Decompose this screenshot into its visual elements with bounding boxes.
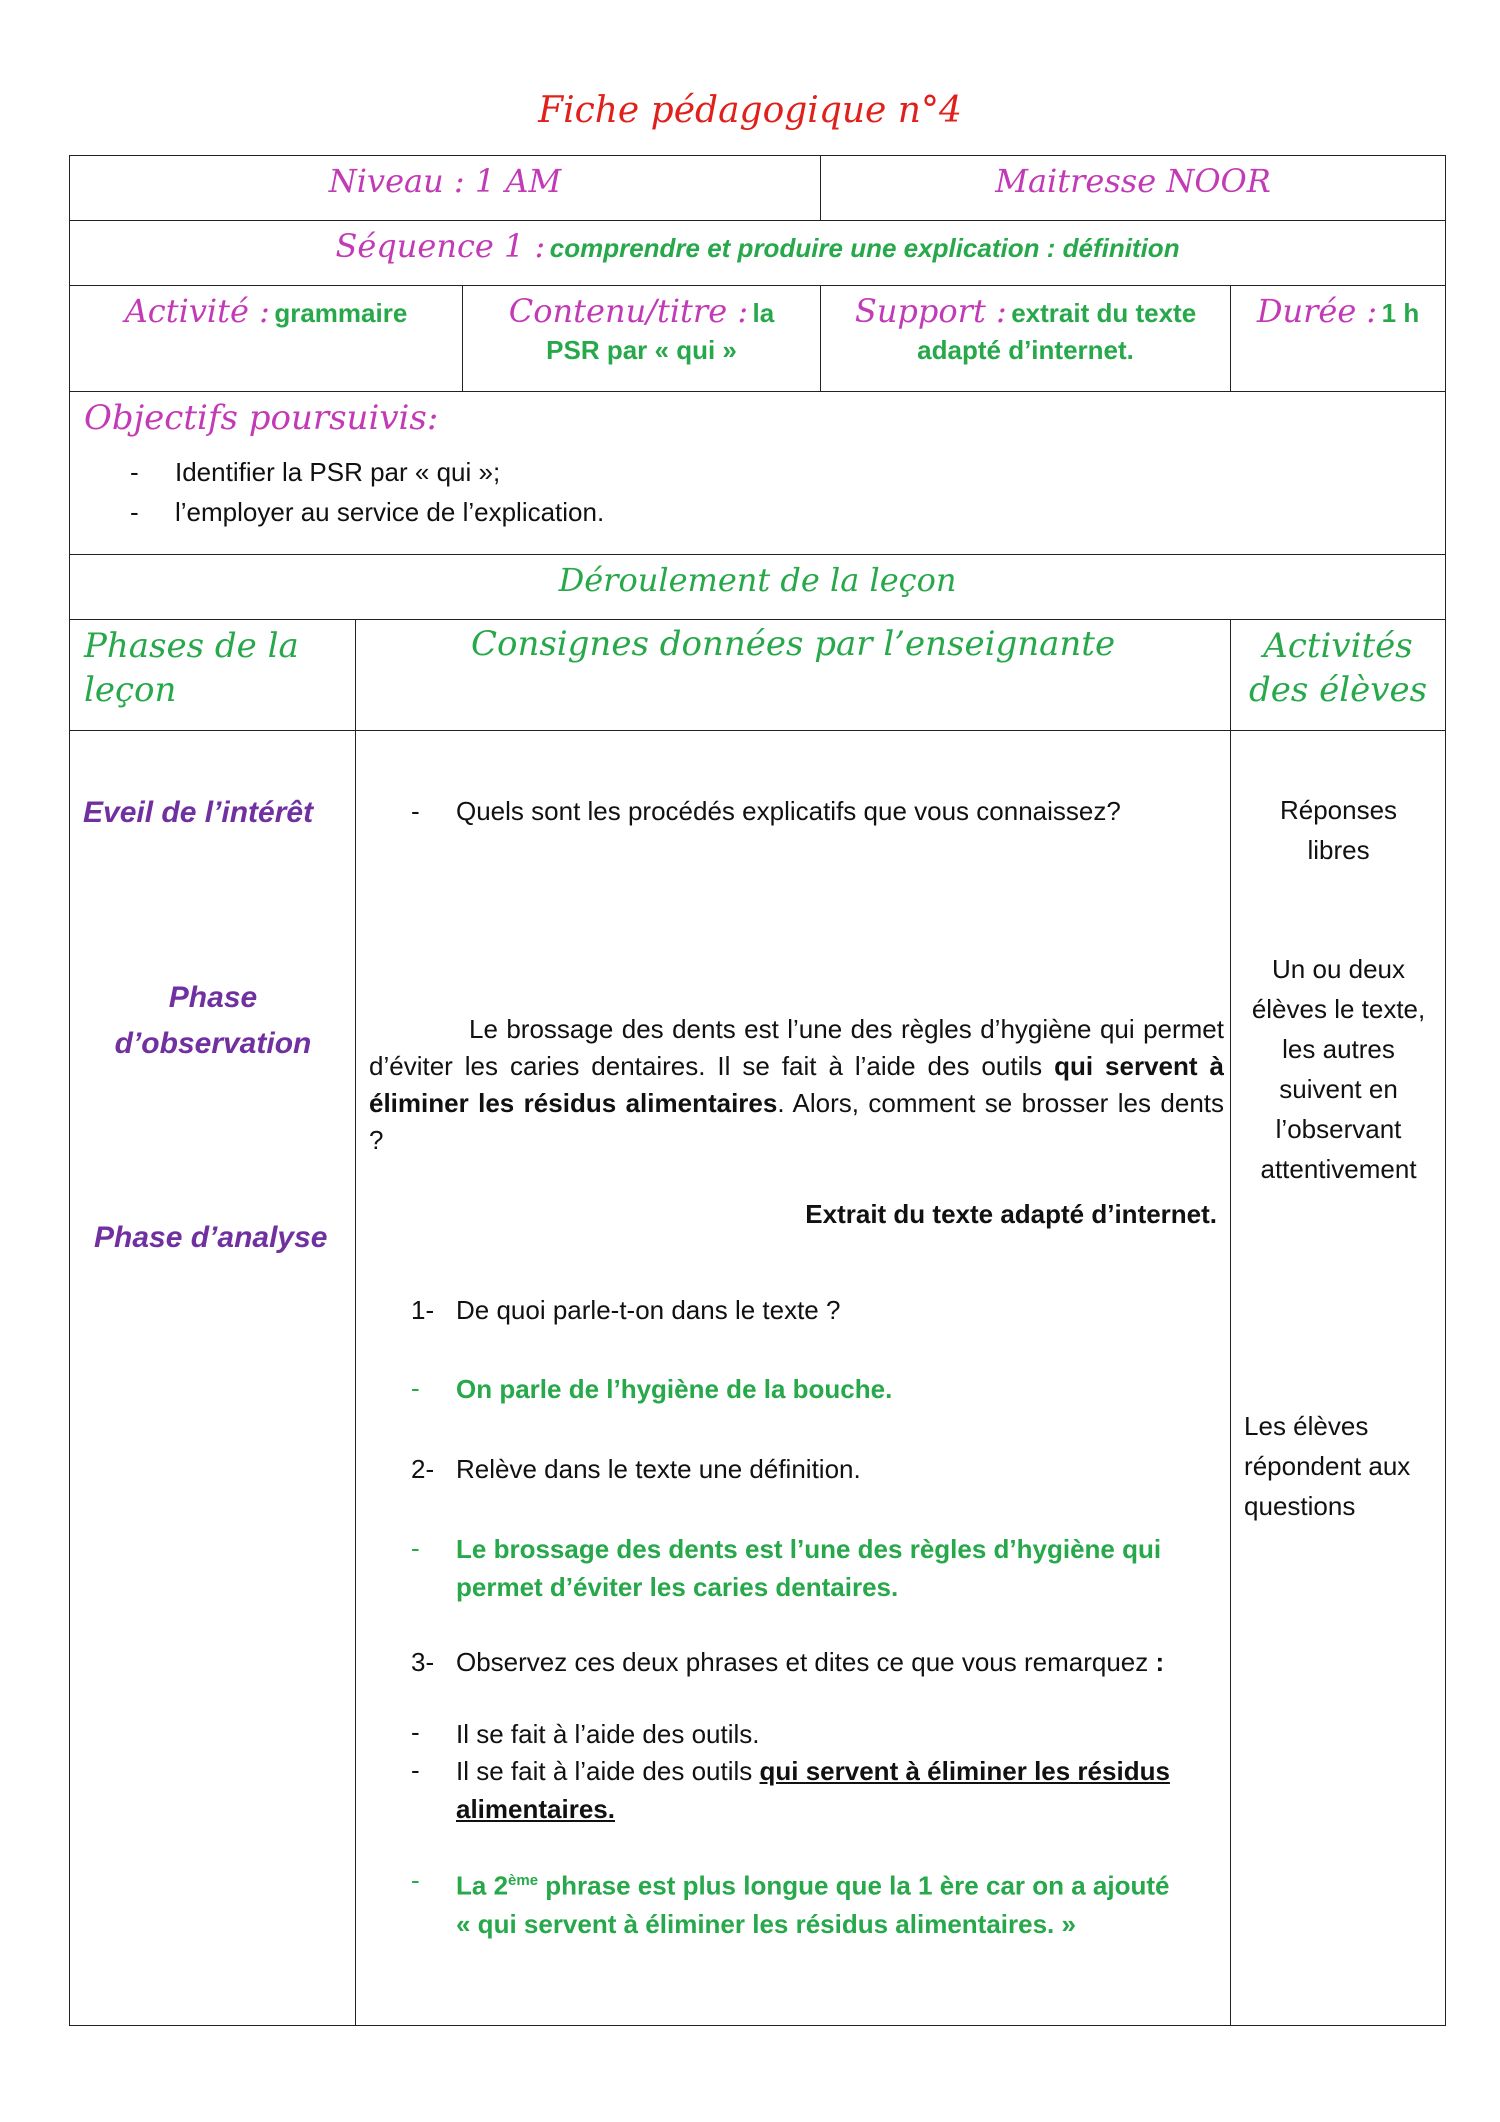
sentence-1: Il se fait à l’aide des outils. — [456, 1719, 760, 1749]
niveau-label: Niveau : — [328, 162, 465, 200]
support-value-2: adapté d’internet. — [917, 335, 1134, 365]
phase-observation: Phase d’observation — [114, 981, 312, 1060]
consignes-header: Consignes données par l’enseignante — [470, 624, 1116, 664]
row-niveau — [70, 156, 1446, 221]
question-3: Observez ces deux phrases et dites ce que vous remarquez : — [456, 1647, 1165, 1677]
activite-analyse: Les élèves répondent aux questions — [1244, 1411, 1411, 1521]
activite-value: grammaire — [274, 298, 408, 328]
answer-2: Le brossage des dents est l’une des règles d’hygiène qui permet d’éviter les caries dentaires. — [456, 1534, 1162, 1602]
objectif-item: - l’employer au service de l’explication. — [70, 492, 1445, 532]
question-1-number: 1- — [411, 1295, 435, 1325]
support-text: Le brossage des dents est l’une des règles d’hygiène qui permet d’éviter les caries dentaires. Il se fait à l’aide des outils qui servent à éliminer les résidus alimentaires. Alors, comment se brosser les dents ? — [369, 1014, 1224, 1155]
consignes-body-cell: - Quels sont les procédés explicatifs que vous connaissez? Le brossage des dents est l’une des règles d’hygiène qui permet d’éviter les caries dentaires. Il se fait à l’aide des outils qui servent à éliminer les résidus alimentaires. Alors, comment se brosser les dents ? Extrait du texte adapté d’internet. 1- De quoi parle-t-on dans le texte ? - On parle de l’hygiène de la bouche. 2- Relève dans le texte une définition. - Le brossage des dents est l’une des règles d’hygiène qui permet d’éviter les caries dentaires. 3- Observez ces deux phrases et dites ce que vous remarquez : - Il se fait à l’aide des outils. - Il se fait à l’aide des outils qui servent à éliminer les résidus alimentaires. - La 2ème phrase est plus longue que la 1 ère car on a ajouté « qui servent à éliminer les résidus alimentaires. » — [356, 731, 1231, 2026]
activite-label: Activité : — [124, 292, 270, 330]
contenu-cell — [463, 286, 821, 392]
maitresse-name: Maitresse NOOR — [995, 162, 1271, 200]
row-deroulement — [70, 555, 1446, 620]
deroulement-cell — [70, 555, 1446, 620]
phases-header-line2: leçon — [84, 670, 177, 710]
support-source: Extrait du texte adapté d’internet. — [805, 1199, 1218, 1229]
consignes-header-cell — [356, 620, 1231, 731]
question-2: Relève dans le texte une définition. — [456, 1454, 861, 1484]
phases-header-cell — [70, 620, 356, 731]
niveau-cell — [70, 156, 821, 221]
sequence-label: Séquence 1 : — [335, 227, 546, 265]
duree-label: Durée : — [1256, 292, 1378, 330]
activites-body-cell — [1231, 731, 1446, 2026]
row-lesson-body — [70, 731, 1446, 2026]
question-3-number: 3- — [411, 1647, 435, 1677]
contenu-value-2: PSR par « qui » — [546, 335, 737, 365]
answer-1: On parle de l’hygiène de la bouche. — [456, 1374, 893, 1404]
activite-observation: Un ou deux élèves le texte, les autres suivent en l’observant attentivement — [1251, 954, 1426, 1184]
objectifs-title: Objectifs poursuivis: — [84, 398, 439, 438]
support-value-1: extrait du texte — [1011, 298, 1197, 328]
sentence-2: Il se fait à l’aide des outils qui servent à éliminer les résidus alimentaires. — [456, 1756, 1170, 1824]
contenu-value-1: la — [752, 298, 775, 328]
support-label: Support : — [854, 292, 1007, 330]
question-1: De quoi parle-t-on dans le texte ? — [456, 1295, 841, 1325]
phases-header-line1: Phases de la — [84, 626, 299, 666]
activite-eveil: Réponses libres — [1279, 795, 1398, 865]
deroulement-title: Déroulement de la leçon — [558, 561, 957, 599]
activites-header-cell — [1231, 620, 1446, 731]
phase-eveil: Eveil de l’intérêt — [83, 796, 314, 829]
answer-3: La 2ème phrase est plus longue que la 1 ère car on a ajouté « qui servent à éliminer les résidus alimentaires. » — [456, 1870, 1170, 1939]
document-title: Fiche pédagogique n°4 — [538, 90, 962, 131]
activite-cell — [70, 286, 463, 392]
activites-header-line2: des élèves — [1249, 670, 1428, 710]
niveau-value: 1 AM — [474, 162, 562, 200]
question-eveil: Quels sont les procédés explicatifs que vous connaissez? — [456, 796, 1121, 826]
sequence-value: comprendre et produire une explication : définition — [549, 233, 1180, 263]
activites-header-line1: Activités — [1263, 626, 1413, 666]
row-objectifs — [70, 392, 1446, 555]
support-cell — [821, 286, 1231, 392]
objectifs-list — [70, 452, 1445, 532]
contenu-label: Contenu/titre : — [508, 292, 749, 330]
maitresse-cell — [821, 156, 1446, 221]
row-col-headers — [70, 620, 1446, 731]
duree-cell — [1231, 286, 1446, 392]
objectifs-cell — [70, 392, 1446, 555]
phases-body-cell — [70, 731, 356, 2026]
objectif-item: - Identifier la PSR par « qui »; — [70, 452, 1445, 492]
lesson-sheet-table — [69, 155, 1446, 2026]
sequence-cell — [70, 221, 1446, 286]
question-2-number: 2- — [411, 1454, 435, 1484]
row-sequence — [70, 221, 1446, 286]
duree-value: 1 h — [1381, 298, 1420, 328]
row-activite — [70, 286, 1446, 392]
phase-analyse: Phase d’analyse — [94, 1221, 328, 1254]
